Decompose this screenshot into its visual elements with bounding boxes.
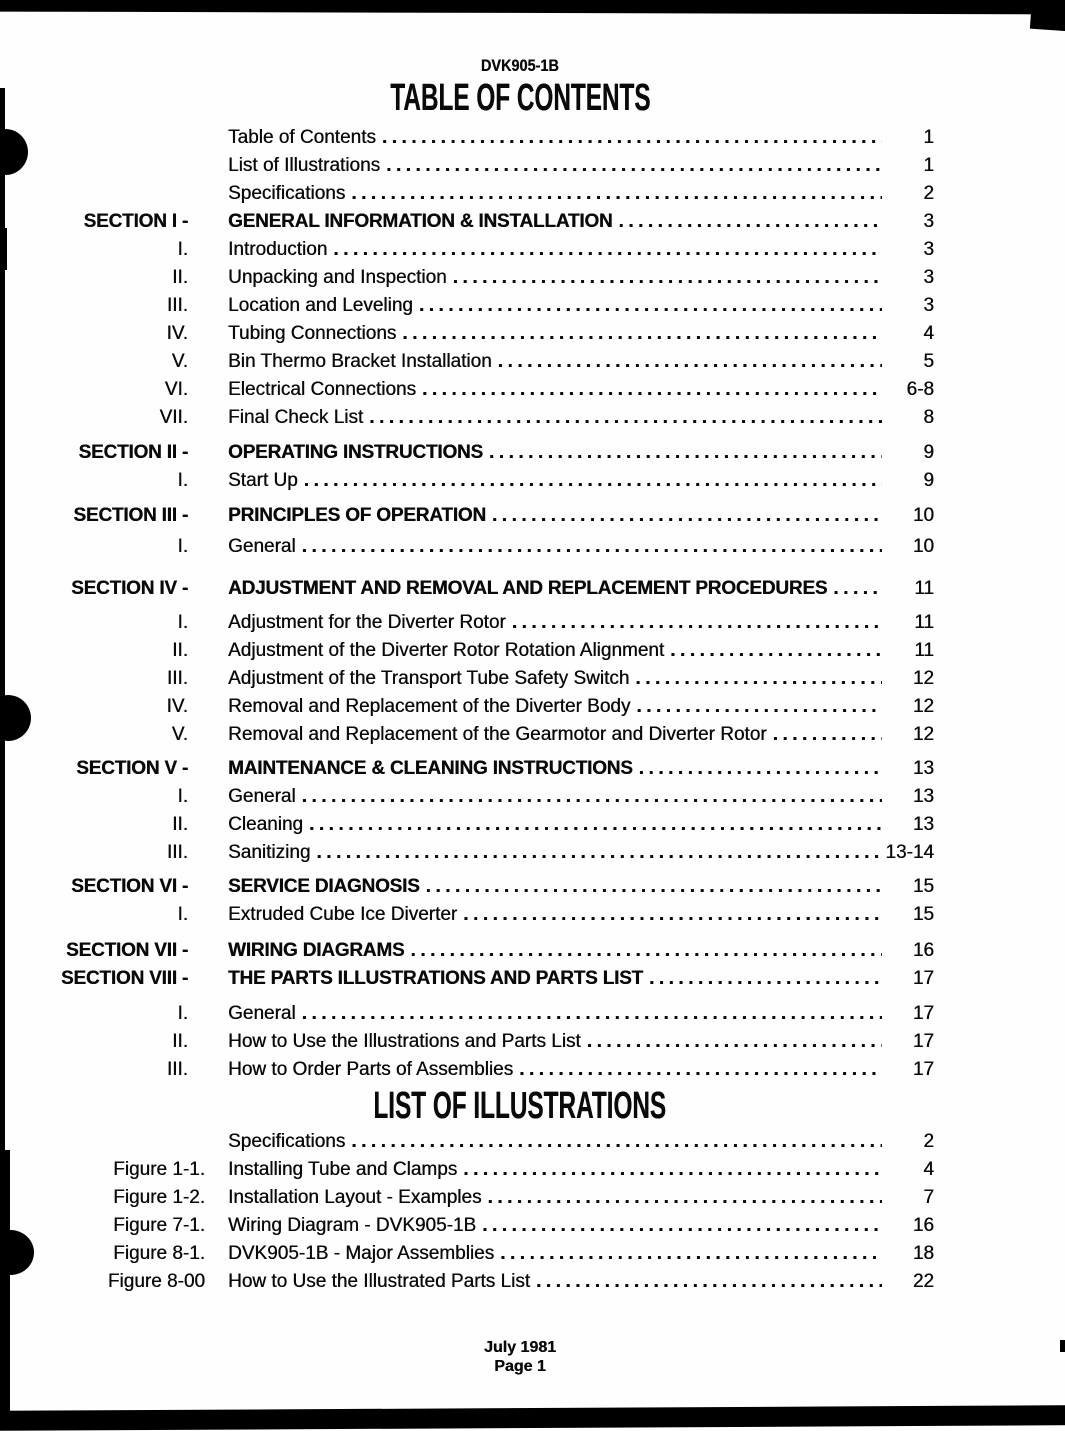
toc-title: Introduction	[228, 239, 328, 260]
illustration-page-number: 2	[923, 1131, 934, 1152]
dot-leader	[482, 1212, 882, 1240]
dot-leader	[487, 1184, 882, 1212]
toc-label: II.	[172, 1031, 188, 1052]
dot-leader	[453, 264, 882, 292]
dot-leader	[773, 721, 882, 749]
toc-title: General	[228, 786, 296, 807]
illustration-page-number: 7	[923, 1187, 934, 1208]
toc-page-number: 9	[923, 470, 934, 491]
dot-leader	[636, 693, 882, 721]
toc-label: II.	[172, 814, 188, 835]
illustration-title: DVK905-1B - Major Assemblies	[228, 1243, 495, 1264]
toc-page-number: 17	[912, 968, 934, 989]
toc-title: Extruded Cube Ice Diverter	[228, 904, 458, 925]
toc-row	[0, 873, 934, 901]
dot-leader	[333, 236, 882, 264]
toc-label: III.	[166, 1059, 188, 1080]
toc-row	[0, 439, 934, 467]
toc-page-number: 15	[912, 876, 934, 897]
illustration-page-number: 18	[912, 1243, 934, 1264]
toc-label: SECTION III -	[73, 505, 188, 526]
toc-row	[0, 665, 934, 693]
toc-row	[0, 901, 934, 929]
dot-leader	[512, 609, 882, 637]
toc-label: SECTION IV -	[71, 578, 188, 599]
toc-label: IV.	[166, 696, 188, 717]
toc-page-number: 3	[923, 295, 934, 316]
toc-label: SECTION V -	[76, 758, 188, 779]
toc-label: I.	[177, 904, 188, 925]
toc-title: PRINCIPLES OF OPERATION	[228, 505, 486, 526]
dot-leader	[351, 180, 882, 208]
toc-title: Start Up	[228, 470, 298, 491]
dot-leader	[618, 208, 882, 236]
toc-page-number: 9	[923, 442, 934, 463]
dot-leader	[519, 1056, 882, 1084]
illustration-title: Specifications	[228, 1131, 346, 1152]
page-title	[0, 75, 1040, 121]
dot-leader	[833, 575, 882, 603]
dot-leader	[587, 1028, 882, 1056]
toc-title: WIRING DIAGRAMS	[228, 940, 405, 961]
toc-label: I.	[177, 536, 188, 557]
illustration-title: How to Use the Illustrated Parts List	[228, 1271, 531, 1292]
dot-leader	[316, 839, 879, 867]
toc-row	[0, 811, 934, 839]
toc-page-number: 12	[912, 696, 934, 717]
dot-leader	[492, 502, 882, 530]
toc-page-number: 3	[923, 211, 934, 232]
illustration-page-number: 22	[912, 1271, 934, 1292]
scan-artifact-bottom-edge	[0, 1405, 1065, 1431]
toc-row	[0, 533, 934, 561]
toc-page-number: 17	[912, 1003, 934, 1024]
toc-title: Removal and Replacement of the Gearmotor and Diverter Rotor	[228, 724, 767, 745]
illustration-title: Installing Tube and Clamps	[228, 1159, 458, 1180]
toc-label: SECTION II -	[78, 442, 188, 463]
dot-leader	[463, 1156, 882, 1184]
illustrations-title	[0, 1086, 1040, 1126]
toc-page-number: 11	[914, 612, 934, 633]
illustration-label: Figure 1-2.	[113, 1187, 205, 1208]
toc-row	[0, 404, 934, 432]
toc-title: GENERAL INFORMATION & INSTALLATION	[228, 211, 613, 232]
toc-title: Removal and Replacement of the Diverter Body	[228, 696, 631, 717]
toc-title: Unpacking and Inspection	[228, 267, 447, 288]
dot-leader	[635, 665, 882, 693]
toc-page-number: 11	[914, 578, 934, 599]
toc-row	[0, 937, 934, 965]
toc-page-number: 13	[912, 814, 934, 835]
toc-title: Cleaning	[228, 814, 303, 835]
illustration-row	[0, 1184, 934, 1212]
toc-title: Sanitizing	[228, 842, 311, 863]
illustrations-list	[0, 1128, 934, 1296]
toc-page-number: 17	[912, 1059, 934, 1080]
toc-label: I.	[177, 239, 188, 260]
toc-row	[0, 839, 934, 867]
toc-label: III.	[166, 295, 188, 316]
toc-title: SERVICE DIAGNOSIS	[228, 876, 420, 897]
illustration-row	[0, 1128, 934, 1156]
illustration-label: Figure 1-1.	[113, 1159, 205, 1180]
toc-title: Adjustment of the Diverter Rotor Rotation Alignment	[228, 640, 665, 661]
toc-row	[0, 1000, 934, 1028]
toc-title: Adjustment for the Diverter Rotor	[228, 612, 506, 633]
dot-leader	[304, 467, 882, 495]
toc-label: SECTION VII -	[66, 940, 188, 961]
toc-title: Tubing Connections	[228, 323, 397, 344]
toc-title: Electrical Connections	[228, 379, 416, 400]
toc-page-number: 12	[912, 724, 934, 745]
toc-page-number: 10	[912, 536, 934, 557]
toc-row	[0, 783, 934, 811]
dot-leader	[536, 1268, 882, 1296]
toc-title: General	[228, 1003, 296, 1024]
dot-leader	[369, 404, 882, 432]
dot-leader	[489, 439, 882, 467]
scan-artifact-right-tick	[1060, 1340, 1065, 1352]
toc-title: MAINTENANCE & CLEANING INSTRUCTIONS	[228, 758, 633, 779]
toc-row	[0, 1056, 934, 1084]
toc-page-number: 13-14	[885, 842, 934, 863]
dot-leader	[402, 320, 882, 348]
toc-row	[0, 180, 934, 208]
illustration-row	[0, 1240, 934, 1268]
toc-row	[0, 152, 934, 180]
dot-leader	[386, 152, 882, 180]
dot-leader	[410, 937, 882, 965]
toc-page-number: 6-8	[906, 379, 934, 400]
illustration-page-number: 4	[923, 1159, 934, 1180]
toc-title: Specifications	[228, 183, 346, 204]
dot-leader	[382, 124, 882, 152]
dot-leader	[426, 873, 882, 901]
page-title-text: TABLE OF CONTENTS	[389, 77, 651, 119]
toc-label: I.	[177, 470, 188, 491]
toc-page-number: 17	[912, 1031, 934, 1052]
toc-title: How to Order Parts of Assemblies	[228, 1059, 514, 1080]
toc-page-number: 10	[912, 505, 934, 526]
illustration-title: Installation Layout - Examples	[228, 1187, 482, 1208]
toc-label: III.	[166, 842, 188, 863]
scan-artifact-top-right-corner	[1030, 0, 1065, 31]
toc-title: General	[228, 536, 296, 557]
toc-page-number: 16	[912, 940, 934, 961]
toc-page-number: 12	[912, 668, 934, 689]
toc-label: SECTION VIII -	[60, 968, 188, 989]
dot-leader	[422, 376, 882, 404]
toc-page-number: 13	[912, 786, 934, 807]
toc-label: SECTION VI -	[71, 876, 188, 897]
illustration-label: Figure 7-1.	[113, 1215, 205, 1236]
dot-leader	[649, 965, 882, 993]
toc-title: How to Use the Illustrations and Parts List	[228, 1031, 581, 1052]
dot-leader	[351, 1128, 882, 1156]
page-footer	[0, 1338, 1040, 1376]
illustration-row	[0, 1156, 934, 1184]
toc-title: Table of Contents	[228, 127, 376, 148]
toc-title: OPERATING INSTRUCTIONS	[228, 442, 483, 463]
toc-title: Final Check List	[228, 407, 364, 428]
toc-page-number: 2	[923, 183, 934, 204]
illustration-row	[0, 1268, 934, 1296]
illustrations-title-text: LIST OF ILLUSTRATIONS	[373, 1085, 667, 1127]
dot-leader	[302, 533, 882, 561]
doc-code-text: DVK905-1B	[481, 56, 559, 75]
toc-row	[0, 264, 934, 292]
toc-label: III.	[166, 668, 188, 689]
toc-title: Adjustment of the Transport Tube Safety Switch	[228, 668, 630, 689]
toc-label: I.	[177, 786, 188, 807]
toc-title: THE PARTS ILLUSTRATIONS AND PARTS LIST	[228, 968, 643, 989]
toc-row	[0, 609, 934, 637]
dot-leader	[463, 901, 882, 929]
toc-page-number: 1	[923, 155, 934, 176]
toc-row	[0, 467, 934, 495]
toc-row	[0, 721, 934, 749]
toc-label: V.	[171, 351, 188, 372]
footer-date: July 1981	[483, 1339, 557, 1356]
toc-title: ADJUSTMENT AND REMOVAL AND REPLACEMENT PROCEDURES	[228, 578, 828, 599]
toc-row	[0, 693, 934, 721]
toc-page-number: 8	[923, 407, 934, 428]
toc-label: SECTION I -	[83, 211, 188, 232]
toc-title: Location and Leveling	[228, 295, 413, 316]
dot-leader	[500, 1240, 882, 1268]
toc-title: List of Illustrations	[228, 155, 381, 176]
toc-page-number: 3	[923, 239, 934, 260]
dot-leader	[419, 292, 882, 320]
dot-leader	[309, 811, 882, 839]
toc-label: IV.	[166, 323, 188, 344]
toc-row	[0, 292, 934, 320]
toc-page-number: 1	[923, 127, 934, 148]
toc-label: V.	[171, 724, 188, 745]
illustration-label: Figure 8-00	[107, 1271, 205, 1292]
toc-row	[0, 124, 934, 152]
toc-page-number: 3	[923, 267, 934, 288]
toc-row	[0, 320, 934, 348]
toc-label: II.	[172, 267, 188, 288]
dot-leader	[302, 783, 882, 811]
toc-page-number: 4	[923, 323, 934, 344]
toc-row	[0, 965, 934, 993]
toc-label: I.	[177, 1003, 188, 1024]
toc-page-number: 13	[912, 758, 934, 779]
toc-row	[0, 755, 934, 783]
dot-leader	[639, 755, 882, 783]
toc-row	[0, 1028, 934, 1056]
toc-row	[0, 575, 934, 603]
toc-title: Bin Thermo Bracket Installation	[228, 351, 492, 372]
dot-leader	[670, 637, 882, 665]
toc-list	[0, 124, 934, 1084]
toc-label: VI.	[164, 379, 188, 400]
toc-row	[0, 348, 934, 376]
toc-page-number: 15	[912, 904, 934, 925]
toc-label: I.	[177, 612, 188, 633]
toc-label: VII.	[159, 407, 188, 428]
illustration-row	[0, 1212, 934, 1240]
toc-row	[0, 208, 934, 236]
illustration-title: Wiring Diagram - DVK905-1B	[228, 1215, 477, 1236]
illustration-label: Figure 8-1.	[113, 1243, 205, 1264]
toc-row	[0, 236, 934, 264]
toc-page-number: 5	[923, 351, 934, 372]
toc-page-number: 11	[914, 640, 934, 661]
dot-leader	[498, 348, 882, 376]
dot-leader	[302, 1000, 882, 1028]
toc-row	[0, 502, 934, 530]
doc-code	[0, 57, 1040, 75]
toc-row	[0, 376, 934, 404]
footer-page-number: Page 1	[494, 1358, 546, 1375]
toc-label: II.	[172, 640, 188, 661]
illustration-page-number: 16	[912, 1215, 934, 1236]
toc-row	[0, 637, 934, 665]
